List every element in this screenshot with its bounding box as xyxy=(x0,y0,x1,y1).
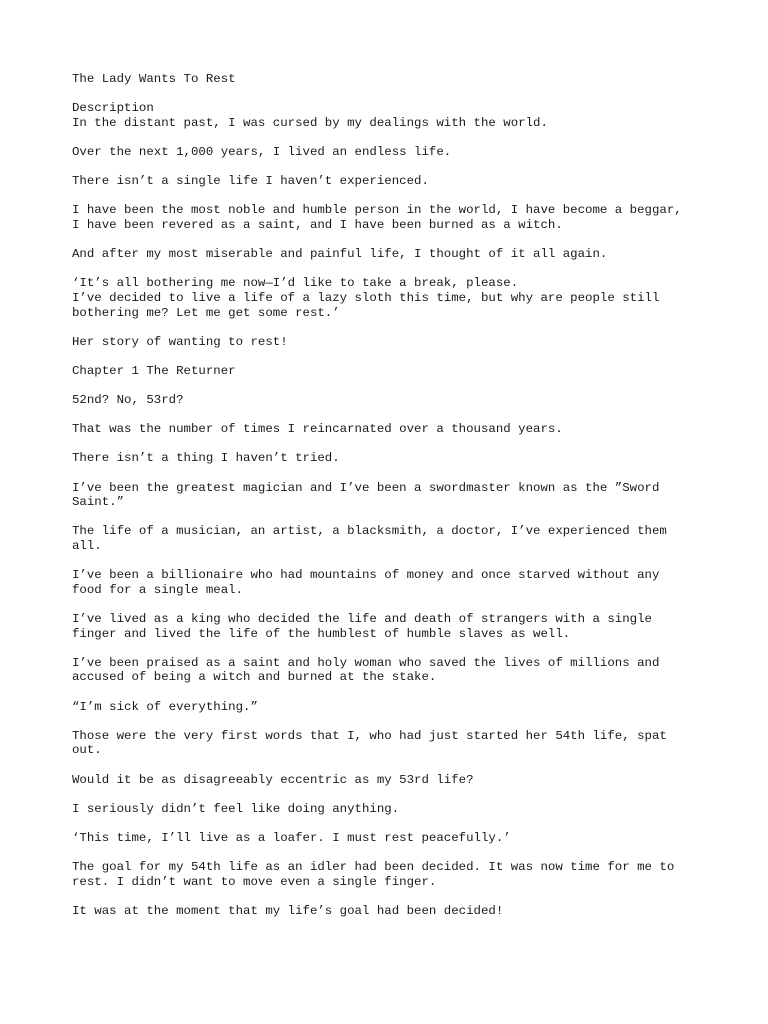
paragraph xyxy=(72,276,712,320)
text-line: ‘This time, I’ll live as a loafer. I must rest peacefully.’ xyxy=(72,830,511,845)
text-line: That was the number of times I reincarnated over a thousand years. xyxy=(72,422,563,437)
paragraph xyxy=(72,773,712,788)
paragraph xyxy=(72,364,712,379)
paragraph xyxy=(72,393,712,408)
paragraph xyxy=(72,481,712,510)
text-line: The goal for my 54th life as an idler had been decided. It was now time for me to xyxy=(72,860,675,875)
text-line: rest. I didn’t want to move even a single finger. xyxy=(72,874,437,889)
text-line: bothering me? Let me get some rest.’ xyxy=(72,305,340,320)
document-page xyxy=(72,72,712,933)
text-line: I’ve been a billionaire who had mountains of money and once starved without any xyxy=(72,568,660,583)
paragraph xyxy=(72,451,712,466)
text-line: I’ve been the greatest magician and I’ve been a swordmaster known as the ”Sword xyxy=(72,480,660,495)
text-line: 52nd? No, 53rd? xyxy=(72,393,184,408)
paragraph xyxy=(72,203,712,232)
title-line: The Lady Wants To Rest xyxy=(72,72,236,86)
text-line: It was at the moment that my life’s goal had been decided! xyxy=(72,903,504,918)
paragraph xyxy=(72,612,712,641)
text-line: “I’m sick of everything.” xyxy=(72,699,258,714)
paragraph xyxy=(72,802,712,817)
paragraph xyxy=(72,700,712,715)
paragraph xyxy=(72,524,712,553)
text-line: Saint.” xyxy=(72,495,125,510)
paragraph xyxy=(72,904,712,919)
text-line: food for a single meal. xyxy=(72,582,244,597)
text-line: all. xyxy=(72,539,102,553)
text-line: I’ve decided to live a life of a lazy sloth this time, but why are people still xyxy=(72,290,660,305)
paragraph xyxy=(72,860,712,889)
paragraph xyxy=(72,335,712,350)
text-line: I’ve been praised as a saint and holy woman who saved the lives of millions and xyxy=(72,655,660,670)
text-line: I seriously didn’t feel like doing anything. xyxy=(72,801,400,816)
text-line: I have been the most noble and humble person in the world, I have become a beggar, xyxy=(72,203,682,218)
text-line: And after my most miserable and painful life, I thought of it all again. xyxy=(72,247,608,262)
paragraph xyxy=(72,422,712,437)
text-line: finger and lived the life of the humblest of humble slaves as well. xyxy=(72,626,571,641)
text-line: Her story of wanting to rest! xyxy=(72,334,288,349)
text-line: Would it be as disagreeably eccentric as my 53rd life? xyxy=(72,772,474,787)
document-title xyxy=(72,72,712,87)
text-line: Chapter 1 The Returner xyxy=(72,363,236,378)
text-line: In the distant past, I was cursed by my dealings with the world. xyxy=(72,115,548,130)
paragraph xyxy=(72,116,712,131)
paragraph xyxy=(72,174,712,189)
text-line: There isn’t a thing I haven’t tried. xyxy=(72,451,340,466)
paragraph xyxy=(72,656,712,685)
paragraph xyxy=(72,247,712,262)
paragraph xyxy=(72,831,712,846)
description-heading: Description xyxy=(72,101,154,116)
text-line: Those were the very first words that I, who had just started her 54th life, spat xyxy=(72,728,667,743)
text-line: Over the next 1,000 years, I lived an endless life. xyxy=(72,144,452,159)
paragraph xyxy=(72,145,712,160)
paragraph xyxy=(72,568,712,597)
document-body xyxy=(72,116,712,919)
paragraph xyxy=(72,729,712,758)
text-line: There isn’t a single life I haven’t experienced. xyxy=(72,174,429,189)
text-line: I’ve lived as a king who decided the life and death of strangers with a single xyxy=(72,611,652,626)
text-line: I have been revered as a saint, and I have been burned as a witch. xyxy=(72,217,563,232)
text-line: The life of a musician, an artist, a blacksmith, a doctor, I’ve experienced them xyxy=(72,524,667,539)
text-line: ‘It’s all bothering me now—I’d like to take a break, please. xyxy=(72,276,519,291)
text-line: accused of being a witch and burned at the stake. xyxy=(72,670,437,685)
text-line: out. xyxy=(72,743,102,758)
